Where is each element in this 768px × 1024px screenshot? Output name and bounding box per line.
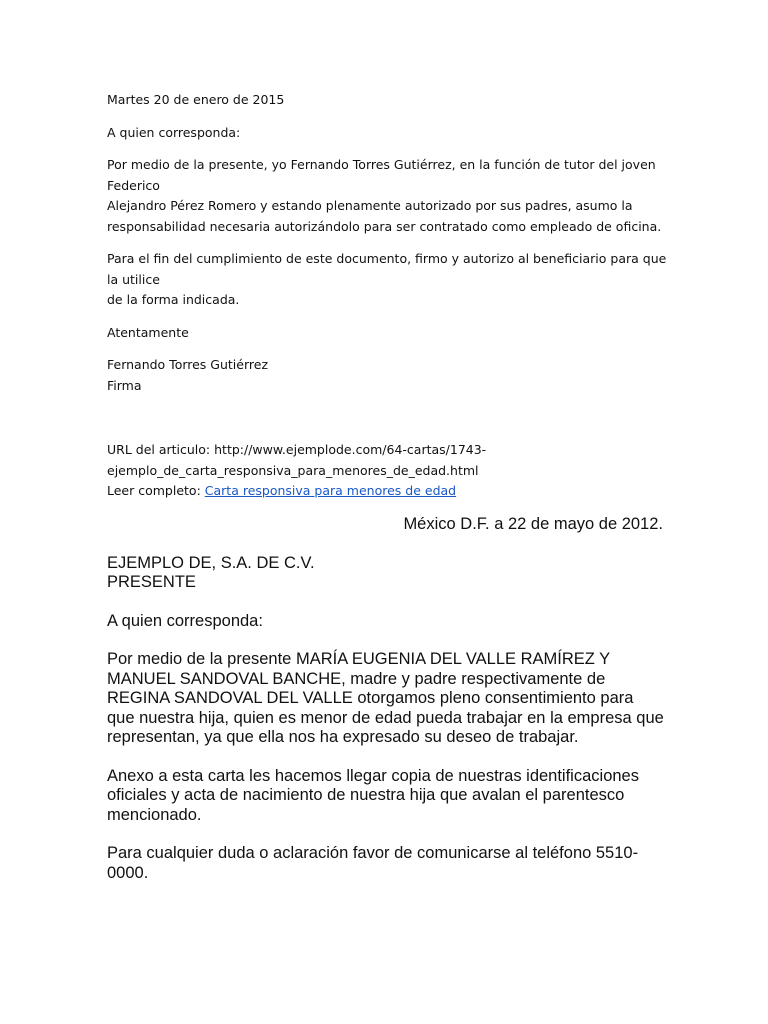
url-line: ejemplo_de_carta_responsiva_para_menores_de_edad.html — [107, 462, 479, 478]
read-more-link[interactable]: Carta responsiva para menores de edad — [204, 483, 457, 498]
recipient-block — [107, 554, 667, 593]
recipient-line: EJEMPLO DE, S.A. DE C.V. — [107, 553, 315, 572]
read-more-line — [107, 481, 667, 502]
text-line: MANUEL SANDOVAL BANCHE, madre y padre respectivamente de — [107, 669, 606, 688]
letter-date: Martes 20 de enero de 2015 — [107, 92, 285, 107]
source-reference — [107, 440, 667, 502]
text-line: que nuestra hija, quien es menor de edad pueda trabajar en la empresa que — [107, 708, 664, 727]
letter-paragraph-authorization — [107, 155, 667, 237]
text-line: Anexo a esta carta les hacemos llegar copia de nuestras identificaciones — [107, 766, 639, 785]
text-line: 0000. — [107, 863, 149, 882]
text-line: REGINA SANDOVAL DEL VALLE otorgamos pleno consentimiento para — [107, 689, 634, 707]
text-line: mencionado. — [107, 805, 202, 824]
text-line: Alejandro Pérez Romero y estando plenamente autorizado por sus padres, asumo la — [107, 198, 633, 213]
recipient-line: PRESENTE — [107, 573, 196, 591]
text-line: Para el fin del cumplimiento de este documento, firmo y autorizo al beneficiario para que la utilice — [107, 251, 667, 287]
letter-paragraph-consent — [107, 650, 667, 748]
text-line: de la forma indicada. — [107, 292, 240, 307]
text-line: oficiales y acta de nacimiento de nuestra hija que avalan el parentesco — [107, 786, 625, 804]
text-line: Por medio de la presente MARÍA EUGENIA DEL VALLE RAMÍREZ Y — [107, 650, 611, 668]
letter-tutor — [107, 90, 667, 502]
letter-paragraph-annex — [107, 767, 667, 826]
text-line: responsabilidad necesaria autorizándolo para ser contratado como empleado de oficina. — [107, 218, 662, 234]
text-line: Por medio de la presente, yo Fernando Torres Gutiérrez, en la función de tutor del joven Federico — [107, 157, 656, 193]
text-line: Para cualquier duda o aclaración favor de comunicarse al teléfono 5510- — [107, 844, 639, 862]
signature-label: Firma — [107, 377, 142, 393]
letter-parents — [107, 515, 667, 883]
text-line: representan, ya que ella nos ha expresado su deseo de trabajar. — [107, 728, 579, 746]
letter-closing: Atentamente — [107, 324, 189, 340]
letter-salutation: A quien corresponda: — [107, 611, 263, 630]
letter-salutation: A quien corresponda: — [107, 124, 241, 140]
letter-paragraph-contact — [107, 844, 667, 883]
letter-paragraph-purpose — [107, 249, 667, 311]
place-date: México D.F. a 22 de mayo de 2012. — [403, 515, 663, 533]
url-line: URL del articulo: http://www.ejemplode.com/64-cartas/1743- — [107, 442, 487, 457]
read-more-label: Leer completo: — [107, 483, 201, 498]
signer-name: Fernando Torres Gutiérrez — [107, 357, 269, 372]
